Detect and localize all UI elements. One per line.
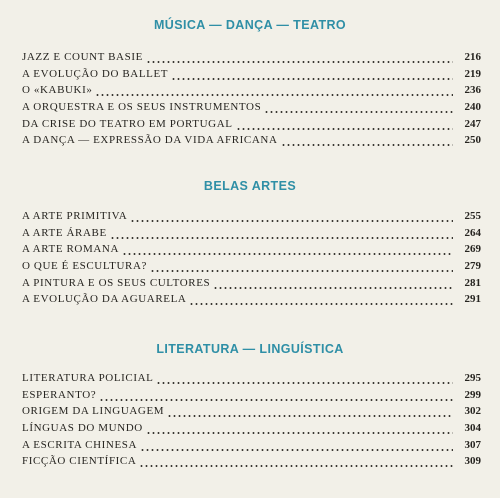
entry-page-number: 279 — [464, 260, 481, 273]
entry-title: ORIGEM DA LINGUAGEM — [22, 405, 165, 418]
toc-entry — [22, 436, 481, 453]
entry-title: O QUE É ESCULTURA? — [22, 260, 147, 273]
entry-title: A ARTE ROMANA — [22, 243, 119, 256]
dot-leader — [130, 211, 453, 223]
toc-entry — [22, 66, 481, 83]
dot-leader — [167, 406, 453, 418]
toc-entry — [22, 132, 481, 149]
entry-page-number: 264 — [464, 226, 481, 239]
entry-page-number: 281 — [464, 276, 481, 289]
entry-list — [22, 370, 481, 470]
entry-page-number: 236 — [464, 84, 481, 97]
entry-page-number: 307 — [464, 438, 481, 451]
dot-leader — [99, 390, 453, 402]
dot-leader — [213, 278, 453, 290]
entry-title: A PINTURA E OS SEUS CULTORES — [22, 276, 211, 289]
toc-entry — [22, 241, 481, 258]
entry-title: DA CRISE DO TEATRO EM PORTUGAL — [22, 117, 233, 130]
toc-entry — [22, 291, 481, 308]
toc-entry — [22, 403, 481, 420]
entry-title: JAZZ E COUNT BASIE — [22, 51, 143, 64]
dot-leader — [122, 244, 453, 256]
entry-title: A ARTE PRIMITIVA — [22, 210, 128, 223]
entry-page-number: 309 — [464, 455, 481, 468]
dot-leader — [189, 294, 453, 306]
entry-title: A EVOLUÇÃO DO BALLET — [22, 67, 169, 80]
entry-title: A ESCRITA CHINESA — [22, 438, 138, 451]
entry-page-number: 250 — [464, 134, 481, 147]
dot-leader — [156, 373, 453, 385]
dot-leader — [236, 119, 453, 131]
toc-entry — [22, 387, 481, 404]
entry-title: O «KABUKI» — [22, 84, 93, 97]
entry-title: FICÇÃO CIENTÍFICA — [22, 455, 137, 468]
dot-leader — [281, 135, 454, 147]
entry-page-number: 291 — [464, 293, 481, 306]
entry-page-number: 216 — [464, 51, 481, 64]
entry-title: A DANÇA — EXPRESSÃO DA VIDA AFRICANA — [22, 134, 278, 147]
section-belas-artes — [0, 178, 500, 306]
dot-leader — [264, 102, 453, 114]
dot-leader — [140, 440, 453, 452]
entry-page-number: 304 — [464, 422, 481, 435]
dot-leader — [146, 423, 453, 435]
entry-page-number: 255 — [464, 210, 481, 223]
entry-page-number: 247 — [464, 117, 481, 130]
toc-entry — [22, 225, 481, 242]
entry-title: A ARTE ÁRABE — [22, 226, 107, 239]
toc-entry — [22, 82, 481, 99]
toc-entry — [22, 370, 481, 387]
entry-page-number: 302 — [464, 405, 481, 418]
dot-leader — [146, 52, 453, 64]
entry-page-number: 299 — [464, 388, 481, 401]
toc-entry — [22, 420, 481, 437]
section-musica-danca-teatro — [0, 17, 500, 147]
entry-title: A EVOLUÇÃO DA AGUARELA — [22, 293, 187, 306]
section-heading: LITERATURA — LINGUÍSTICA — [156, 342, 344, 356]
toc-entry — [22, 208, 481, 225]
dot-leader — [95, 85, 453, 97]
entry-list — [22, 49, 481, 149]
toc-entry — [22, 453, 481, 470]
toc-entry — [22, 258, 481, 275]
entry-title: LÍNGUAS DO MUNDO — [22, 422, 143, 435]
entry-page-number: 240 — [464, 101, 481, 114]
section-literatura-linguistica — [0, 341, 500, 468]
toc-entry — [22, 115, 481, 132]
toc-entry — [22, 274, 481, 291]
dot-leader — [171, 69, 453, 81]
section-heading: MÚSICA — DANÇA — TEATRO — [153, 18, 347, 32]
dot-leader — [150, 261, 453, 273]
dot-leader — [139, 456, 453, 468]
entry-title: A ORQUESTRA E OS SEUS INSTRUMENTOS — [22, 101, 262, 114]
entry-page-number: 295 — [464, 372, 481, 385]
dot-leader — [110, 228, 453, 240]
entry-page-number: 269 — [464, 243, 481, 256]
toc-entry — [22, 49, 481, 66]
section-heading: BELAS ARTES — [203, 179, 297, 193]
entry-list — [22, 208, 481, 308]
toc-entry — [22, 99, 481, 116]
entry-title: ESPERANTO? — [22, 388, 97, 401]
entry-page-number: 219 — [464, 67, 481, 80]
entry-title: LITERATURA POLICIAL — [22, 372, 154, 385]
